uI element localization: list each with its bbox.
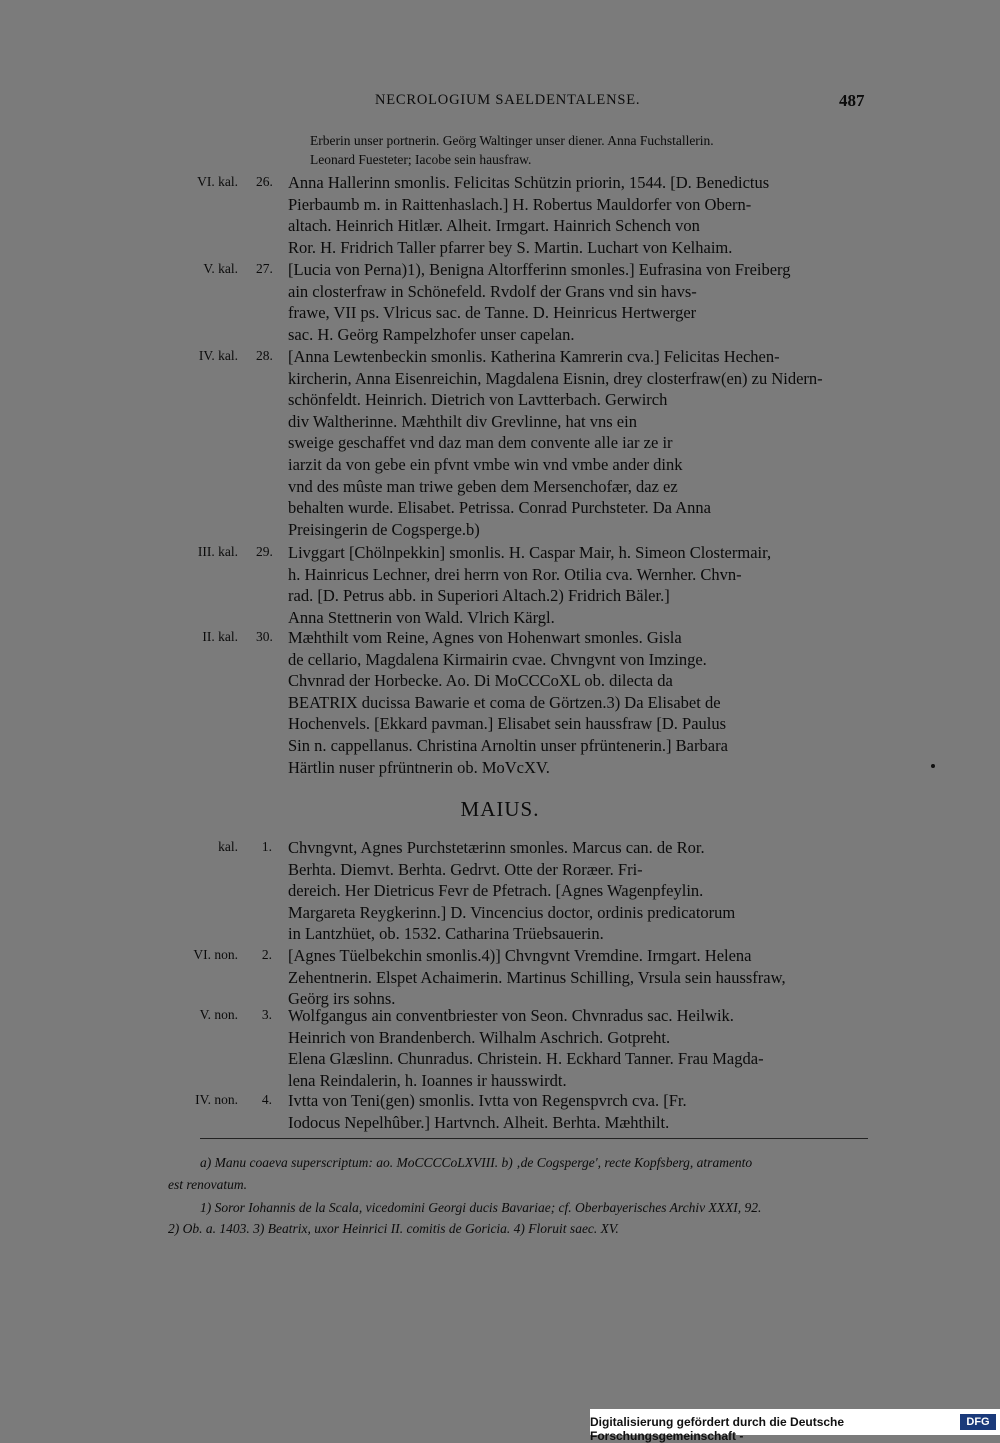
entry-text	[288, 259, 868, 345]
entry-day: VI. kal.	[197, 174, 238, 189]
entry-line: Heinrich von Brandenberch. Wilhalm Aschrich. Gotpreht.	[288, 1027, 671, 1047]
entry-number: 4.	[261, 1092, 272, 1107]
entry-text	[288, 172, 868, 258]
entry-number: 1.	[261, 839, 272, 854]
entry-line: lena Reindalerin, h. Ioannes ir hausswirdt.	[288, 1070, 567, 1090]
entry-line: dereich. Her Dietricus Fevr de Pfetrach. [Agnes Wagenpfeylin.	[288, 881, 704, 901]
entry-number: 3.	[261, 1007, 272, 1022]
entry-number: 27.	[256, 261, 273, 276]
entry-line: ain closterfraw in Schönefeld. Rvdolf der Grans vnd sin havs-	[288, 281, 697, 301]
entry-line: div Waltherinne. Mæhthilt div Grevlinne, hat vns ein	[288, 411, 637, 431]
entry-line: Sin n. cappellanus. Christina Arnoltin unser pfrüntenerin.] Barbara	[288, 735, 728, 755]
entry-day: IV. non.	[195, 1092, 238, 1107]
funding-text: Digitalisierung gefördert durch die Deutsche Forschungsgemeinschaft -	[590, 1415, 845, 1443]
footnote-line: a) Manu coaeva superscriptum: ao. MoCCCCoLXVIII. b) ‚de Cogsperge', recte Kopfsberg, atramento	[200, 1155, 753, 1170]
funding-banner	[590, 1409, 1000, 1443]
dfg-logo-icon: DFG	[960, 1414, 996, 1430]
entry-line: Margareta Reygkerinn.] D. Vincencius doctor, ordinis predicatorum	[288, 902, 736, 922]
entry-day: II. kal.	[202, 629, 238, 644]
entry-day: V. kal.	[203, 261, 238, 276]
entry-line: frawe, VII ps. Vlricus sac. de Tanne. D. Heinricus Hertwerger	[288, 303, 697, 323]
entry-number: 28.	[256, 348, 273, 363]
page-header	[0, 92, 1000, 116]
entry-line: Livggart [Chölnpekkin] smonlis. H. Caspar Mair, h. Simeon Clostermair,	[288, 543, 772, 562]
entry-line: Anna Stettnerin von Wald. Vlrich Kärgl.	[288, 607, 555, 627]
entry-line: Anna Hallerinn smonlis. Felicitas Schützin priorin, 1544. [D. Benedictus	[288, 173, 770, 192]
entry-line: vnd des mûste man triwe geben dem Mersenchofær, daz ez	[288, 476, 678, 496]
footnote-rule	[200, 1138, 868, 1139]
intro-line: Leonard Fuesteter; Iacobe sein hausfraw.	[310, 152, 532, 167]
entry-line: altach. Heinrich Hitlær. Alheit. Irmgart. Hainrich Schench von	[288, 216, 700, 236]
entry-number: 26.	[256, 174, 273, 189]
entry-line: Preisingerin de Cogsperge.b)	[288, 519, 480, 539]
entry-line: schönfeldt. Heinrich. Dietrich von Lavtterbach. Gerwirch	[288, 390, 668, 410]
entry-text	[288, 542, 868, 628]
entry-day: VI. non.	[193, 947, 238, 962]
entry-text	[288, 346, 868, 540]
entry-line: in Lantzhüet, ob. 1532. Catharina Trüebsauerin.	[288, 924, 604, 944]
entry-line: Pierbaumb m. in Raittenhaslach.] H. Robertus Mauldorfer von Obern-	[288, 194, 752, 214]
entry-line: BEATRIX ducissa Bawarie et coma de Görtzen.3) Da Elisabet de	[288, 692, 721, 712]
entry-line: behalten wurde. Elisabet. Petrissa. Conrad Purchsteter. Da Anna	[288, 498, 711, 518]
entry-day: kal.	[218, 839, 238, 854]
entry-line: de cellario, Magdalena Kirmairin cvae. Chvngvnt von Imzinge.	[288, 649, 707, 669]
entry-line: [Anna Lewtenbeckin smonlis. Katherina Kamrerin cva.] Felicitas Hechen-	[288, 347, 780, 366]
entry-text	[288, 1005, 868, 1091]
entry-day: III. kal.	[197, 544, 238, 559]
entry-text	[288, 1090, 868, 1133]
entry-day: V. non.	[199, 1007, 238, 1022]
entry-text	[288, 945, 868, 1010]
entry-number: 30.	[256, 629, 273, 644]
ink-speck	[931, 764, 935, 768]
entry-line: Härtlin nuser pfrüntnerin ob. MoVcXV.	[288, 757, 550, 777]
entry-line: Hochenvels. [Ekkard pavman.] Elisabet sein haussfraw [D. Paulus	[288, 714, 727, 734]
entry-number: 2.	[261, 947, 272, 962]
page-number: 487	[839, 91, 865, 110]
intro-line: Erberin unser portnerin. Geörg Waltinger unser diener. Anna Fuchstallerin.	[310, 133, 714, 148]
entry-line: Zehentnerin. Elspet Achaimerin. Martinus Schilling, Vrsula sein haussfraw,	[288, 967, 786, 987]
entry-text	[288, 837, 868, 945]
entry-text	[288, 627, 868, 778]
entry-line: [Lucia von Perna)1), Benigna Altorfferinn smonles.] Eufrasina von Freiberg	[288, 260, 791, 279]
entry-line: Wolfgangus ain conventbriester von Seon. Chvnradus sac. Heilwik.	[288, 1006, 734, 1025]
entry-day: IV. kal.	[198, 348, 238, 363]
month-heading: MAIUS.	[460, 797, 540, 821]
entry-line: Chvngvnt, Agnes Purchstetærinn smonles. Marcus can. de Ror.	[288, 838, 705, 857]
entry-line: [Agnes Tüelbekchin smonlis.4)] Chvngvnt Vremdine. Irmgart. Helena	[288, 946, 752, 965]
running-title: NECROLOGIUM SAELDENTALENSE.	[375, 92, 641, 108]
entry-number: 29.	[256, 544, 273, 559]
entry-line: Ivtta von Teni(gen) smonlis. Ivtta von Regenspvrch cva. [Fr.	[288, 1091, 687, 1110]
footnote-line: est renovatum.	[168, 1177, 247, 1192]
footnote-line: 2) Ob. a. 1403. 3) Beatrix, uxor Heinrici II. comitis de Goricia. 4) Floruit saec. XV.	[168, 1221, 619, 1236]
entry-line: rad. [D. Petrus abb. in Superiori Altach.2) Fridrich Bäler.]	[288, 586, 670, 606]
entry-line: Geörg irs sohns.	[288, 989, 396, 1009]
entry-line: kircherin, Anna Eisenreichin, Magdalena Eisnin, drey closterfraw(en) zu Nidern-	[288, 368, 823, 388]
entry-line: Chvnrad der Horbecke. Ao. Di MoCCCoXL ob. dilecta da	[288, 671, 673, 691]
intro-block	[310, 131, 868, 169]
footnote-line: 1) Soror Iohannis de la Scala, vicedomini Georgi ducis Bavariae; cf. Oberbayerisches Archiv XXXI, 92.	[200, 1200, 762, 1215]
entry-line: h. Hainricus Lechner, drei herrn von Ror. Otilia cva. Wernher. Chvn-	[288, 564, 742, 584]
entry-line: Elena Glæslinn. Chunradus. Christein. H. Eckhard Tanner. Frau Magda-	[288, 1049, 764, 1069]
entry-line: Ror. H. Fridrich Taller pfarrer bey S. Martin. Luchart von Kelhaim.	[288, 237, 733, 257]
entry-line: Iodocus Nepelhûber.] Hartvnch. Alheit. Berhta. Mæhthilt.	[288, 1112, 670, 1132]
entry-line: Berhta. Diemvt. Berhta. Gedrvt. Otte der Roræer. Fri-	[288, 859, 643, 879]
entry-line: Mæhthilt vom Reine, Agnes von Hohenwart smonles. Gisla	[288, 628, 682, 647]
entry-line: iarzit da von gebe ein pfvnt vmbe win vnd vmbe ander dink	[288, 454, 683, 474]
entry-line: sweige geschaffet vnd daz man dem convente alle iar ze ir	[288, 433, 673, 453]
entry-line: sac. H. Geörg Rampelzhofer unser capelan.	[288, 324, 575, 344]
